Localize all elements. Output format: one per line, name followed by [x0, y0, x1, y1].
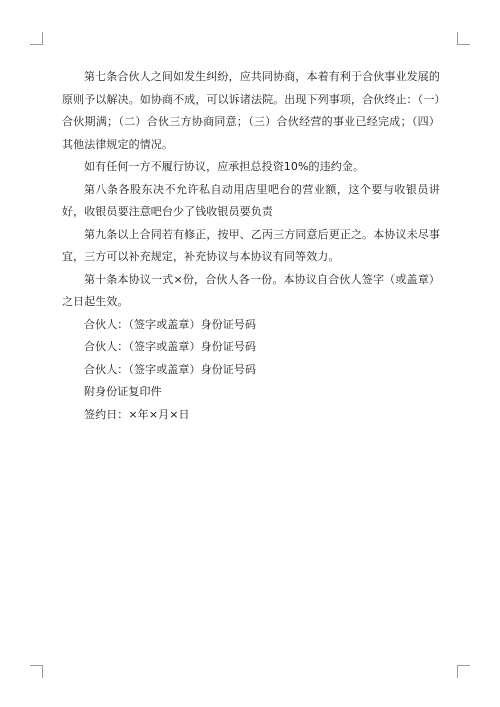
- crop-mark-bottom-right: [457, 665, 470, 678]
- penalty-paragraph: 如有任何一方不履行协议，应承担总投资10%的违约金。: [84, 160, 365, 173]
- clause-9-paragraph: 第九条以上合同若有修正，按甲、乙丙三方同意后更正之。本协议未尽事宜，三方可以补充规定，补充协议与本协议有同等效力。: [62, 227, 440, 263]
- signing-date-line: 签约日：×年×月×日: [84, 407, 190, 421]
- crop-mark-bottom-left: [30, 665, 43, 678]
- partner-signature-line-2: 合伙人：（签字或盖章）身份证号码: [84, 340, 257, 353]
- clause-8-paragraph: 第八条各股东决不允许私自动用店里吧台的营业额，这个要与收银员讲好，收银员要注意吧台少了钱收银员要负责: [62, 182, 440, 218]
- partner-signature-line-3: 合伙人：（签字或盖章）身份证号码: [84, 362, 257, 376]
- id-copy-attachment-line: 附身份证复印件: [84, 385, 162, 398]
- partner-signature-line-1: 合伙人：（签字或盖章）身份证号码: [84, 317, 257, 331]
- document-body: [62, 66, 440, 426]
- crop-mark-top-right: [457, 32, 470, 45]
- clause-7-paragraph: 第七条合伙人之间如发生纠纷，应共同协商，本着有利于合伙事业发展的原则予以解决。如协商不成，可以诉诸法院。出现下列事项，合伙终止：（一）合伙期满；（二）合伙三方协商同意；（三）合伙经营的事业已经完成；（四）其他法律规定的情况。: [62, 70, 440, 151]
- clause-10-paragraph: 第十条本协议一式×份，合伙人各一份。本协议自合伙人签字（或盖章）之日起生效。: [62, 272, 440, 308]
- crop-mark-top-left: [30, 32, 43, 45]
